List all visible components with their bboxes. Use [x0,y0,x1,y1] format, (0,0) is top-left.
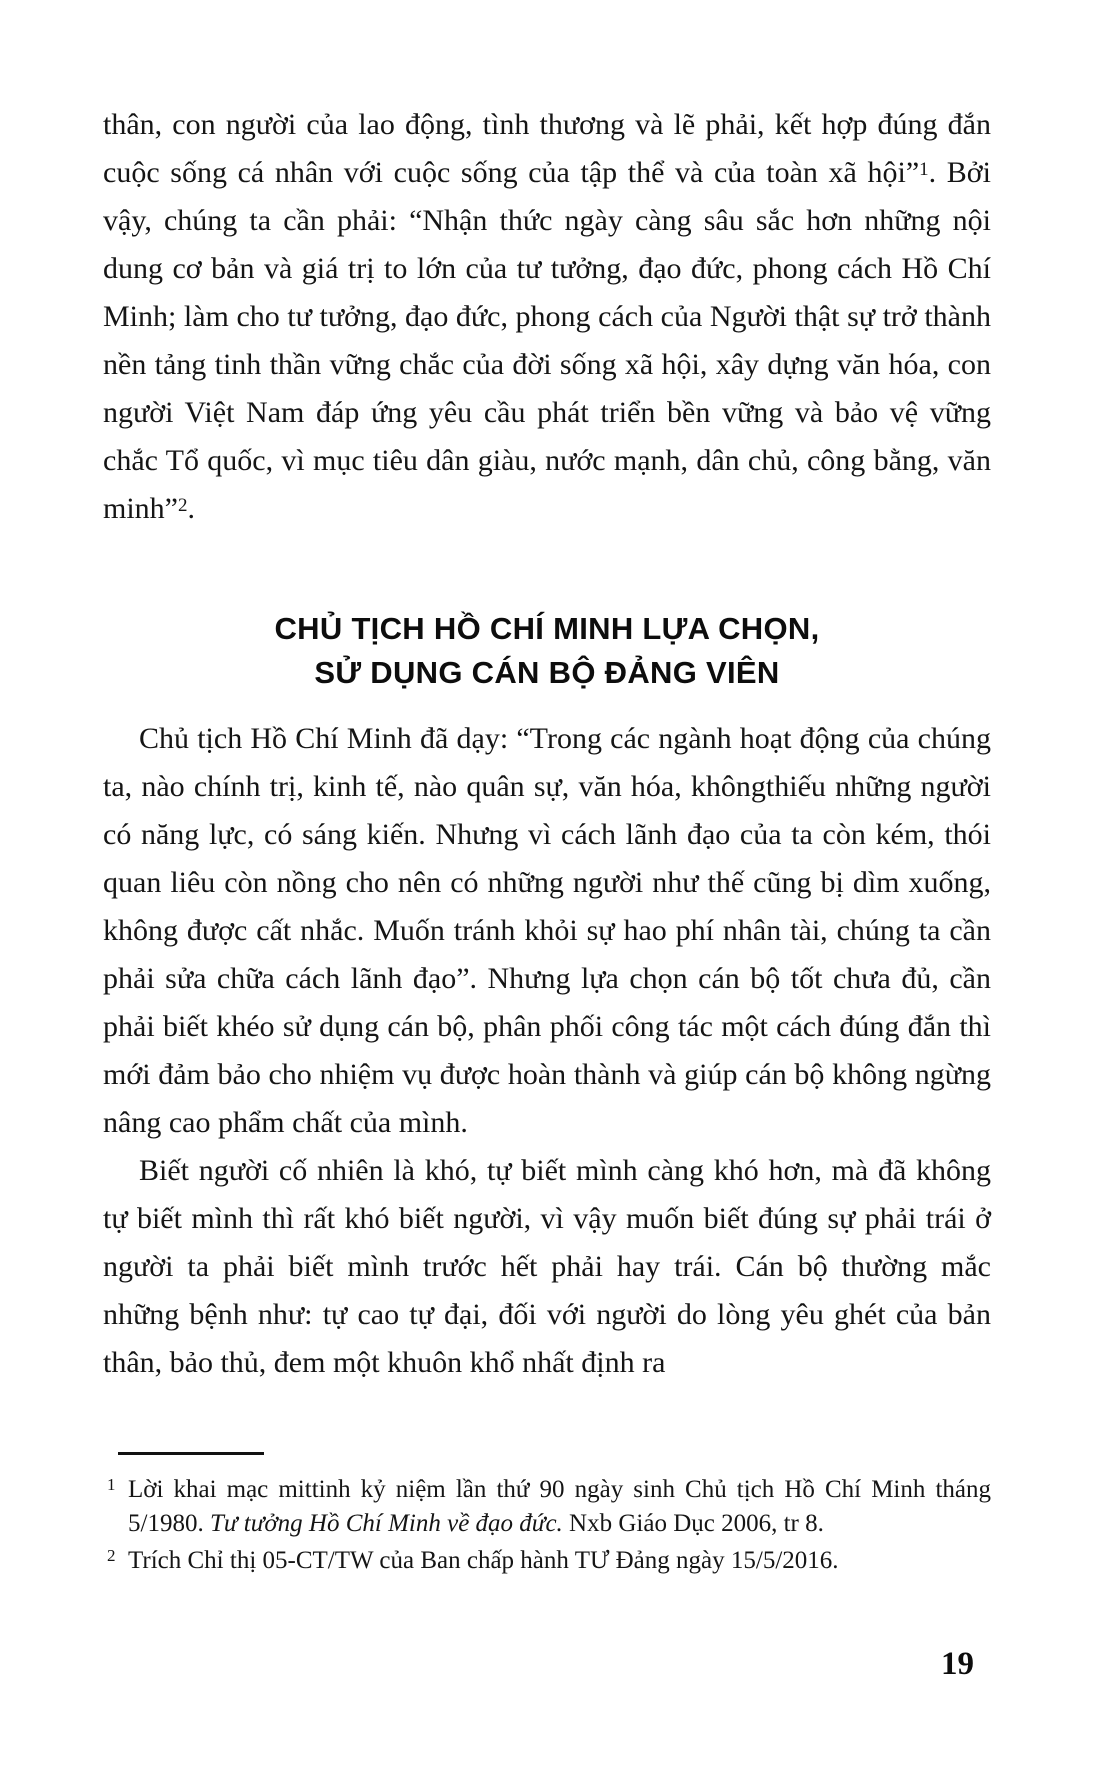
footnote-divider [118,1452,264,1455]
intro-text-2: . Bởi vậy, chúng ta cần phải: “Nhận thức ngày càng sâu sắc hơn những nội dung cơ bản và giá trị to lớn của tư tưởng, đạo đức, phong cách Hồ Chí Minh; làm cho tư tưởng, đạo đức, phong cách của Người thật sự trở thành nền tảng tinh thần vững chắc của đời sống xã hội, xây dựng văn hóa, con người Việt Nam đáp ứng yêu cầu phát triển bền vững và bảo vệ vững chắc Tổ quốc, vì mục tiêu dân giàu, nước mạnh, dân chủ, công bằng, văn minh” [103,156,991,525]
section-heading [103,607,991,695]
page-number: 19 [941,1646,974,1682]
footnote-area [103,1452,991,1581]
section-heading-line-1: CHỦ TỊCH HỒ CHÍ MINH LỰA CHỌN, [274,611,820,646]
footnote-2-text: Trích Chỉ thị 05-CT/TW của Ban chấp hành TƯ Đảng ngày 15/5/2016. [128,1547,839,1574]
intro-paragraph [103,101,991,533]
footnote-2 [103,1544,991,1578]
section-heading-line-2: SỬ DỤNG CÁN BỘ ĐẢNG VIÊN [314,655,780,690]
intro-text-3: . [187,492,195,525]
footnote-ref-1: 1 [919,159,929,180]
text-block [103,101,991,1387]
footnote-ref-2: 2 [178,495,188,516]
footnote-1 [103,1473,991,1541]
footnote-2-marker: 2 [107,1546,116,1565]
footnote-1-italic-title: Tư tưởng Hồ Chí Minh về đạo đức. [209,1510,563,1537]
body-paragraph-1: Chủ tịch Hồ Chí Minh đã dạy: “Trong các ngành hoạt động của chúng ta, nào chính trị, kinh tế, nào quân sự, văn hóa, khôngthiếu những người có năng lực, có sáng kiến. Nhưng vì cách lãnh đạo của ta còn kém, thói quan liêu còn nồng cho nên có những người như thế cũng bị dìm xuống, không được cất nhắc. Muốn tránh khỏi sự hao phí nhân tài, chúng ta cần phải sửa chữa cách lãnh đạo”. Nhưng lựa chọn cán bộ tốt chưa đủ, cần phải biết khéo sử dụng cán bộ, phân phối công tác một cách đúng đắn thì mới đảm bảo cho nhiệm vụ được hoàn thành và giúp cán bộ không ngừng nâng cao phẩm chất của mình. [103,722,991,1139]
footnote-1-text-after: Nxb Giáo Dục 2006, tr 8. [562,1510,824,1537]
footnote-1-text: Lời khai mạc mittinh kỷ niệm lần thứ 90 ngày sinh Chủ tịch Hồ Chí Minh tháng 5/1980. [128,1476,991,1537]
intro-text-1: thân, con người của lao động, tình thương và lẽ phải, kết hợp đúng đắn cuộc sống cá nhân với cuộc sống của tập thể và của toàn xã hội” [103,108,991,189]
footnote-1-marker: 1 [107,1475,116,1494]
body-paragraph-2: Biết người cố nhiên là khó, tự biết mình càng khó hơn, mà đã không tự biết mình thì rất khó biết người, vì vậy muốn biết đúng sự phải trái ở người ta phải biết mình trước hết phải hay trái. Cán bộ thường mắc những bệnh như: tự cao tự đại, đối với người do lòng yêu ghét của bản thân, bảo thủ, đem một khuôn khổ nhất định ra [103,1154,991,1379]
